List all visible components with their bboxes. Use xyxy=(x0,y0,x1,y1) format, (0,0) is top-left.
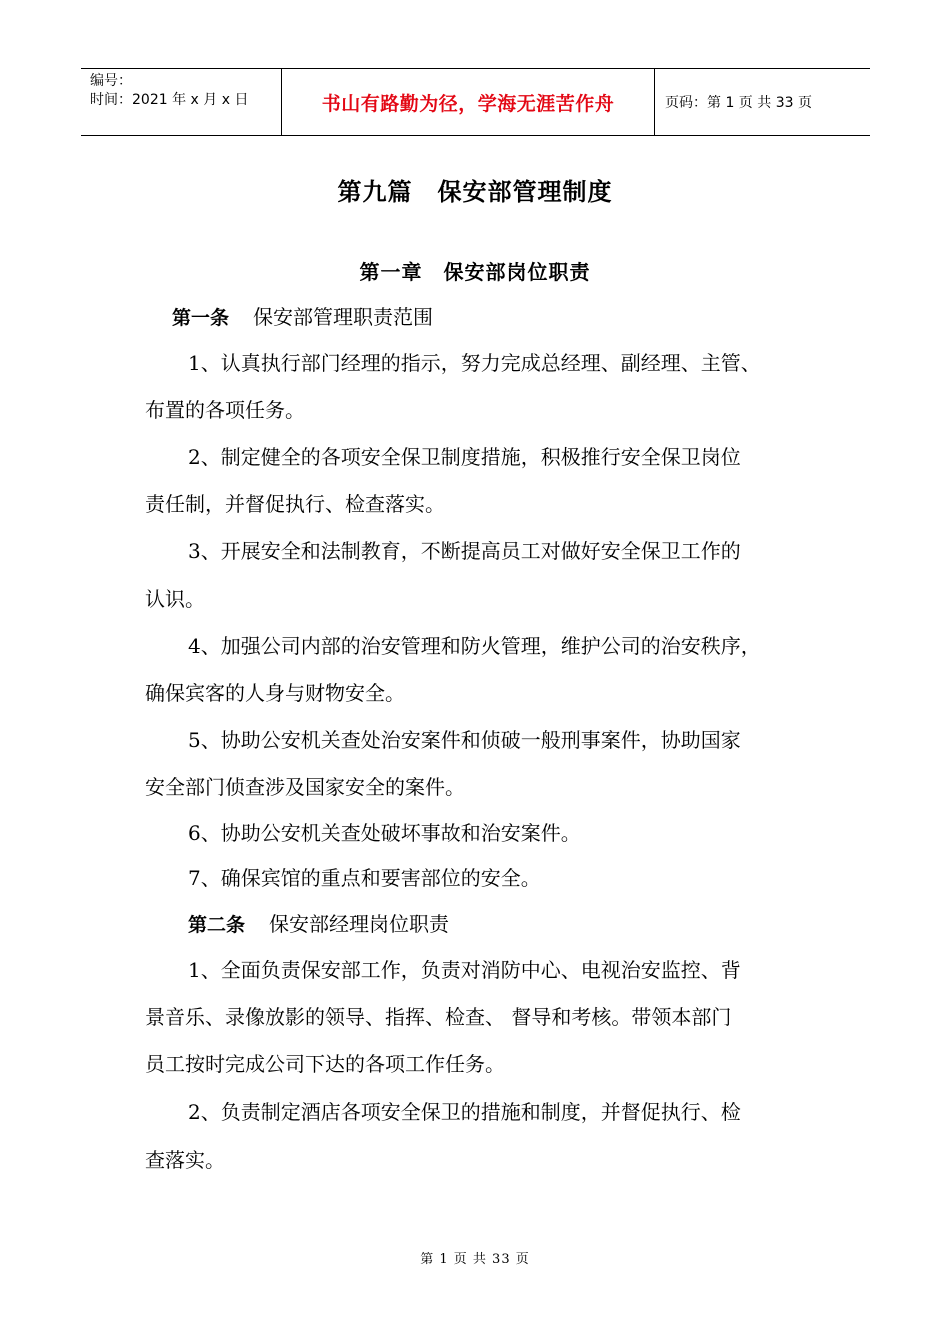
document-header-table xyxy=(81,68,870,136)
paragraph-line: 景音乐、录像放影的领导、指挥、检查、 督导和考核。带领本部门 xyxy=(145,1005,732,1029)
paragraph-line: 3、开展安全和法制教育，不断提高员工对做好安全保卫工作的 xyxy=(188,539,741,563)
paragraph-line: 安全部门侦查涉及国家安全的案件。 xyxy=(145,775,465,799)
paragraph-line: 员工按时完成公司下达的各项工作任务。 xyxy=(145,1052,505,1076)
paragraph-line: 1、认真执行部门经理的指示，努力完成总经理、副经理、主管、 xyxy=(188,351,761,375)
paragraph-line: 1、全面负责保安部工作，负责对消防中心、电视治安监控、背 xyxy=(188,958,741,982)
document-number-label: 编号： xyxy=(90,73,132,89)
paragraph-line: 认识。 xyxy=(145,587,205,611)
paragraph-line: 查落实。 xyxy=(145,1148,225,1172)
paragraph-line: 布置的各项任务。 xyxy=(145,398,305,422)
header-motto: 书山有路勤为径，学海无涯苦作舟 xyxy=(282,69,655,135)
article-2-heading xyxy=(188,910,449,939)
article-2-label: 第二条 xyxy=(188,914,246,936)
article-2-title: 保安部经理岗位职责 xyxy=(269,912,450,936)
header-page-info: 页码：第 1 页 共 33 页 xyxy=(665,95,812,111)
document-title: 第九篇 保安部管理制度 xyxy=(337,178,613,206)
article-1-label: 第一条 xyxy=(172,307,230,329)
document-date-label: 时间：2021 年 x 月 x 日 xyxy=(90,92,249,108)
header-meta-cell xyxy=(81,69,282,135)
paragraph-line: 确保宾客的人身与财物安全。 xyxy=(145,681,405,705)
article-1-heading xyxy=(172,303,433,332)
paragraph-line: 4、加强公司内部的治安管理和防火管理，维护公司的治安秩序， xyxy=(188,634,761,658)
paragraph-line: 5、协助公安机关查处治安案件和侦破一般刑事案件，协助国家 xyxy=(188,728,741,752)
chapter-title: 第一章 保安部岗位职责 xyxy=(359,260,591,284)
paragraph-line: 7、确保宾馆的重点和要害部位的安全。 xyxy=(188,866,541,890)
article-1-title: 保安部管理职责范围 xyxy=(253,305,434,329)
page-footer: 第 1 页 共 33 页 xyxy=(420,1252,530,1267)
paragraph-line: 责任制，并督促执行、检查落实。 xyxy=(145,492,445,516)
paragraph-line: 6、协助公安机关查处破坏事故和治安案件。 xyxy=(188,821,581,845)
paragraph-line: 2、制定健全的各项安全保卫制度措施，积极推行安全保卫岗位 xyxy=(188,445,741,469)
paragraph-line: 2、负责制定酒店各项安全保卫的措施和制度，并督促执行、检 xyxy=(188,1100,741,1124)
